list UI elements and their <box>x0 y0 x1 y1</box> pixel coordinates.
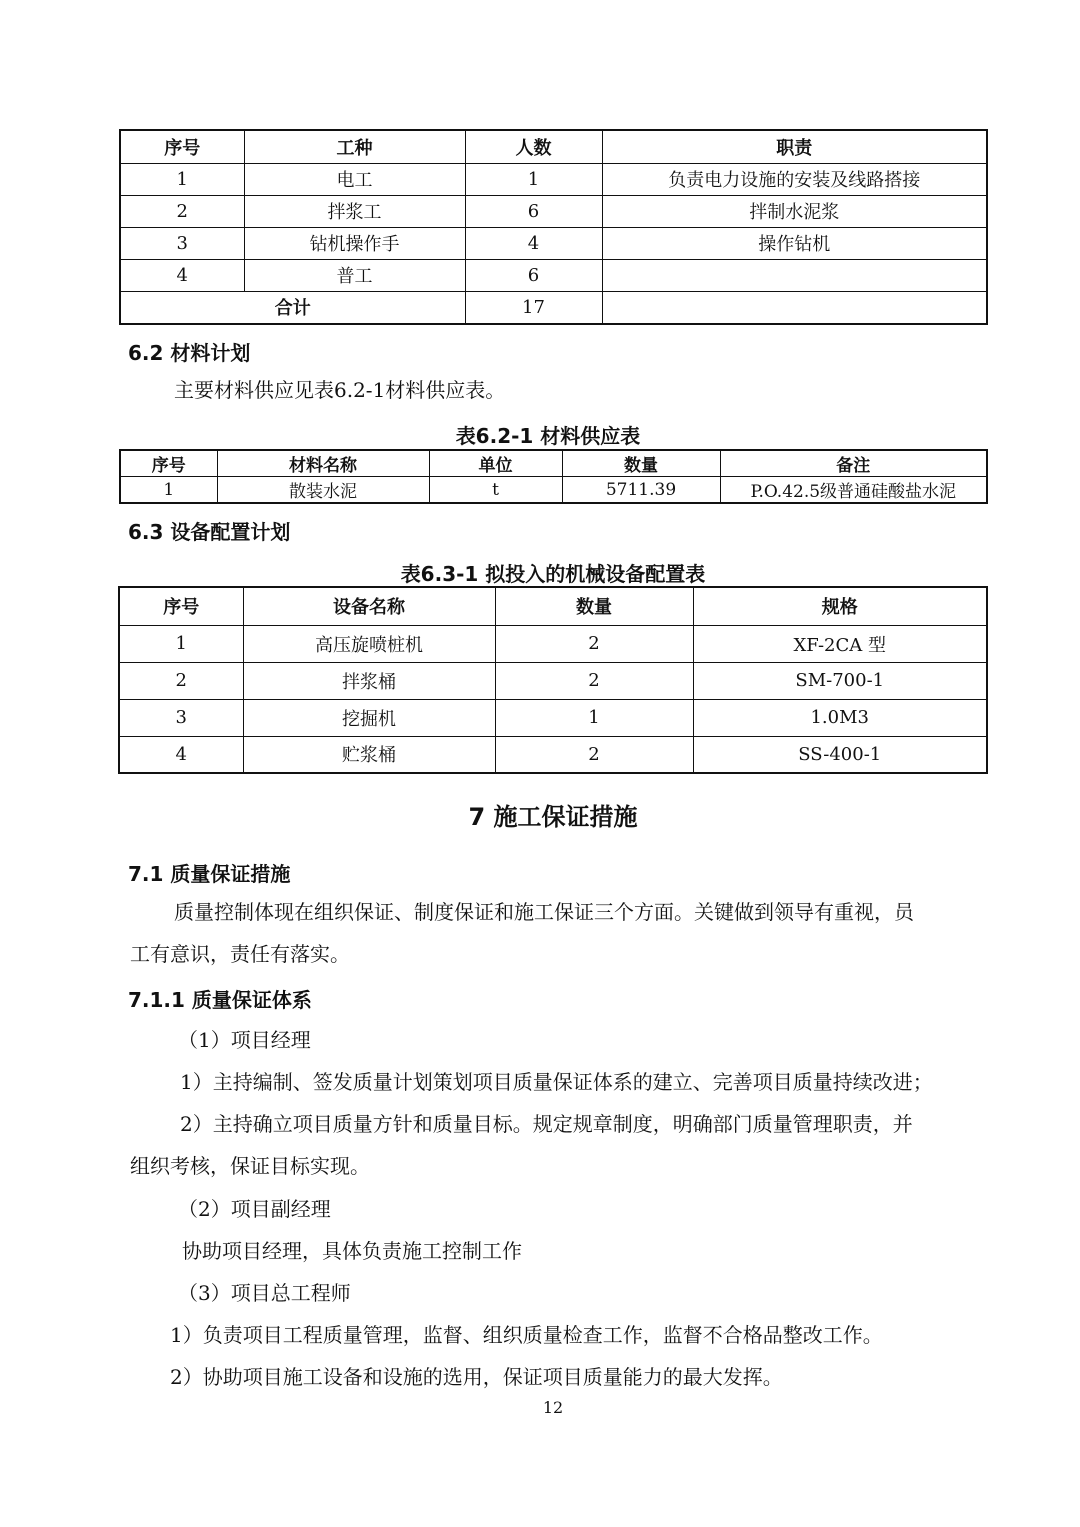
paragraph: 2）主持确立项目质量方针和质量目标。规定规章制度，明确部门质量管理职责，并 <box>180 1112 913 1136</box>
header-cell: 工种 <box>244 130 465 163</box>
table-caption: 表6.2-1 材料供应表 <box>455 424 641 448</box>
header-cell: 材料名称 <box>217 450 429 477</box>
section-heading-6-2: 6.2 材料计划 <box>128 341 251 365</box>
header-cell: 单位 <box>429 450 562 477</box>
table-row: 2 拌浆工 6 拌制水泥浆 <box>120 195 987 227</box>
header-cell: 数量 <box>495 587 693 625</box>
page-number: 12 <box>542 1398 564 1417</box>
paragraph: 1）主持编制、签发质量计划策划项目质量保证体系的建立、完善项目质量持续改进； <box>180 1070 933 1094</box>
paragraph: 主要材料供应见表6.2-1材料供应表。 <box>174 378 506 402</box>
header-cell: 设备名称 <box>243 587 495 625</box>
header-cell: 序号 <box>119 587 243 625</box>
header-cell: 备注 <box>720 450 987 477</box>
paragraph: （2）项目副经理 <box>178 1197 331 1221</box>
table-row: 2 拌浆桶 2 SM-700-1 <box>119 662 987 699</box>
header-cell: 规格 <box>693 587 987 625</box>
paragraph: 协助项目经理，具体负责施工控制工作 <box>182 1239 522 1263</box>
personnel-table <box>119 129 988 325</box>
chapter-title: 7 施工保证措施 <box>468 803 638 831</box>
material-table <box>119 449 988 504</box>
paragraph: 工有意识，责任有落实。 <box>130 942 350 966</box>
paragraph: 2）协助项目施工设备和设施的选用，保证项目质量能力的最大发挥。 <box>170 1365 783 1389</box>
table-row: 1 电工 1 负责电力设施的安装及线路搭接 <box>120 163 987 195</box>
table-row: 1 散装水泥 t 5711.39 P.O.42.5级普通硅酸盐水泥 <box>120 477 987 504</box>
header-cell: 序号 <box>120 450 217 477</box>
total-label: 合计 <box>120 291 465 324</box>
section-heading-6-3: 6.3 设备配置计划 <box>128 520 291 544</box>
header-cell: 职责 <box>602 130 987 163</box>
header-cell: 序号 <box>120 130 244 163</box>
equipment-table <box>118 586 988 774</box>
section-heading-7-1-1: 7.1.1 质量保证体系 <box>128 988 312 1012</box>
paragraph: 1）负责项目工程质量管理，监督、组织质量检查工作，监督不合格品整改工作。 <box>170 1323 883 1347</box>
paragraph: （3）项目总工程师 <box>178 1281 351 1305</box>
header-cell: 人数 <box>465 130 602 163</box>
header-cell: 数量 <box>562 450 720 477</box>
paragraph: （1）项目经理 <box>178 1028 311 1052</box>
total-row <box>120 291 987 324</box>
section-heading-7-1: 7.1 质量保证措施 <box>128 862 291 886</box>
paragraph: 质量控制体现在组织保证、制度保证和施工保证三个方面。关键做到领导有重视，员 <box>174 900 914 924</box>
table-row: 4 普工 6 <box>120 259 987 291</box>
table-caption: 表6.3-1 拟投入的机械设备配置表 <box>400 562 706 586</box>
table-row: 3 挖掘机 1 1.0M3 <box>119 699 987 736</box>
table-row: 3 钻机操作手 4 操作钻机 <box>120 227 987 259</box>
table-row: 1 高压旋喷桩机 2 XF-2CA 型 <box>119 625 987 662</box>
paragraph: 组织考核，保证目标实现。 <box>130 1154 370 1178</box>
total-value: 17 <box>465 291 602 324</box>
table-row: 4 贮浆桶 2 SS-400-1 <box>119 736 987 773</box>
